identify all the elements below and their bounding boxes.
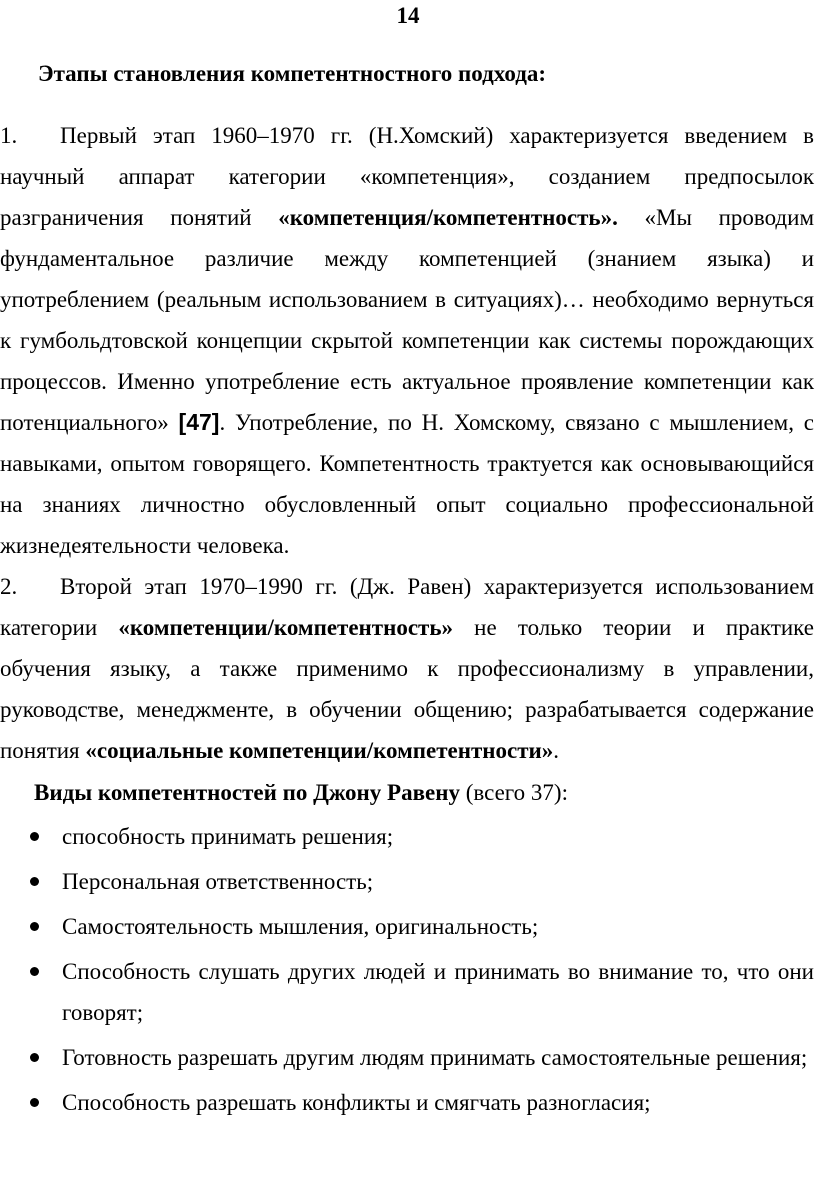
list-item-text: Персональная ответственность; [62, 869, 374, 894]
list-item-text: Способность разрешать конфликты и смягчать разногласия; [62, 1090, 651, 1115]
competence-types-heading [34, 772, 568, 813]
stage-2-bold-term-2: «социальные компетенции/компетентности» [85, 738, 554, 763]
stage-1-text-b: «Мы проводим фундаментальное различие между компетенцией (знанием языка) и употреблением (реальным использованием в ситуациях)… необходимо вернуться к гумбольдтовской концепции скрытой компетенции как системы порождающих процессов. Именно употребление есть актуальное проявление компетенции как потенциального» [0, 205, 814, 435]
competence-types-note: (всего 37): [459, 780, 568, 805]
stage-1-paragraph [0, 115, 814, 566]
list-item-text: Способность слушать других людей и принимать во внимание то, что они говорят; [62, 959, 814, 1025]
stage-1-text-a: Первый этап 1960–1970 гг. (Н.Хомский) характеризуется введением в научный аппарат категории «компетенция», созданием предпосылок разграничения понятий [0, 123, 814, 230]
stage-1-text-c: . Употребление, по Н. Хомскому, связано с мышлением, с навыками, опытом говорящего. Компетентность трактуется как основывающийся на знаниях личностно обусловленный опыт социально профессиональной жизнедеятельности человека. [0, 410, 814, 558]
competence-types-title: Виды компетентностей по Джону Равену [34, 780, 460, 805]
stage-2-text-b: не только теории и практике обучения языку, а также применимо к профессионализму в управлении, руководстве, менеджменте, в обучении общению; разрабатывается содержание понятия [0, 615, 814, 763]
list-item-text: Самостоятельность мышления, оригинальность; [62, 914, 539, 939]
bullet-icon [30, 967, 39, 976]
competence-types-list [0, 816, 814, 1127]
stage-2-paragraph [0, 566, 814, 771]
list-item-text: Готовность разрешать другим людям принимать самостоятельные решения; [62, 1045, 808, 1070]
stage-2-number: 2. [0, 574, 18, 599]
list-item-text: способность принимать решения; [62, 824, 394, 849]
stage-1-reference: [47] [178, 409, 220, 435]
bullet-icon [30, 922, 39, 931]
section-heading: Этапы становления компетентностного подхода: [38, 61, 547, 86]
stage-2-text-a: Второй этап 1970–1990 гг. (Дж. Равен) характеризуется использованием категории [0, 574, 814, 640]
list-item [0, 816, 814, 857]
list-item [0, 861, 814, 902]
stage-2-text-c: . [553, 738, 560, 763]
bullet-icon [30, 1053, 39, 1062]
bullet-icon [30, 877, 39, 886]
list-item [0, 1082, 814, 1123]
bullet-icon [30, 832, 39, 841]
bullet-icon [30, 1098, 39, 1107]
stage-1-number: 1. [0, 123, 18, 148]
page-number: 14 [396, 3, 420, 28]
list-item [0, 951, 814, 1033]
stage-2-bold-term: «компетенции/компетентность» [118, 615, 454, 640]
list-item [0, 1037, 814, 1078]
stage-1-bold-term: «компетенция/компетентность». [278, 205, 618, 230]
list-item [0, 906, 814, 947]
